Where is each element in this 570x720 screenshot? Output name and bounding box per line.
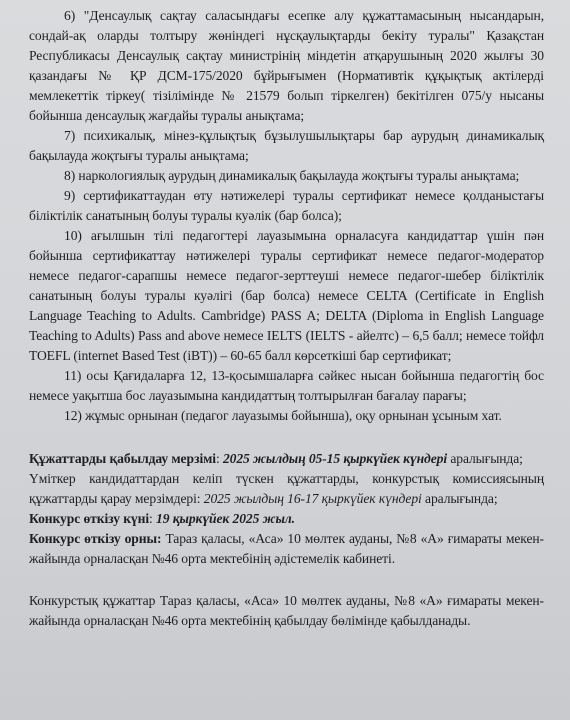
document-body (29, 6, 544, 631)
contest-place (29, 529, 544, 569)
contest-day (29, 509, 544, 529)
review-period (29, 469, 544, 509)
final-note: Конкурстық құжаттар Тараз қаласы, «Аса» 10 мөлтек ауданы, №8 «А» ғимараты мекен-жайында орналасқан №46 орта мектебінің қабылдау бөлімінде қабылданады. (29, 593, 544, 628)
acceptance-tail: аралығында; (447, 451, 523, 466)
contest-place-text: Тараз қаласы, «Аса» 10 мөлтек ауданы, №8 «А» ғимараты мекен-жайында орналасқан №46 орта мектебінің әдістемелік кабинеті. (29, 531, 544, 566)
list-item-12: 12) жұмыс орнынан (педагог лауазымы бойынша), оқу орнынан ұсыным хат. (64, 408, 502, 423)
contest-day-label: Конкурс өткізу күні (29, 511, 150, 526)
list-item-10: 10) ағылшын тілі педагогтері лауазымына орналасуға кандидаттар үшін пән бойынша сертификаттау нәтижелері туралы сертификат немесе педагог-модератор немесе педагог-сарапшы немесе педагог-зерттеуші немесе педагог-шебер біліктілік санатының болуы туралы куәлігі (бар болса) немесе CELTA (Certificate in English Language Teaching to Adults. Cambridge) PASS A; DELTA (Diploma in English Language Teaching to Adults) Pass and above немесе IELTS (IELTS - айелтс) – 6,5 балл; немесе тойфл TOEFL (internet Based Test (iBT)) – 60-65 балл көрсеткіші бар сертификат; (29, 228, 544, 363)
list-item-8: 8) наркологиялық аурудың динамикалық бақылауда жоқтығы туралы анықтама; (64, 168, 520, 183)
acceptance-dates: 2025 жылдың 05-15 қыркүйек күндері (222, 451, 448, 466)
list-item-9: 9) сертификаттаудан өту нәтижелері туралы сертификат немесе қолданыстағы біліктілік санатының болуы туралы куәлік (бар болса); (29, 188, 544, 223)
list-item-6: 6) "Денсаулық сақтау саласындағы есепке алу құжаттамасының нысандарын, сондай-ақ оларды толтыру жөніндегі нұсқаулықтарды бекіту туралы" Қазақстан Республикасы Денсаулық сақтау министрінің міндетін атқарушының 2020 жылғы 30 қазандағы № ҚР ДСМ-175/2020 бұйрығымен (Нормативтік құқықтық актілерді мемлекеттік тіркеу( тізілімінде № 21579 болып тіркелген) бекітілген 075/у нысаны бойынша денсаулық жағдайы туралы анықтама; (29, 8, 544, 123)
spacer (29, 426, 544, 449)
spacer (29, 569, 544, 591)
contest-day-value: 19 қыркүйек 2025 жыл. (156, 511, 295, 526)
contest-day-colon: : (149, 511, 157, 526)
acceptance-colon: : (215, 451, 223, 466)
review-text: Үміткер кандидаттардан келіп түскен құжаттарды, конкурстық комиссиясының құжаттарды қарау мерзімдері: (29, 471, 544, 506)
list-item-11: 11) осы Қағидаларға 12, 13-қосымшаларға сәйкес нысан бойынша педагогтің бос немесе уақытша бос лауазымына кандидаттың толтырылған бағалау парағы; (29, 368, 544, 403)
acceptance-period (29, 449, 544, 469)
acceptance-label: Құжаттарды қабылдау мерзімі (29, 451, 216, 466)
review-dates: 2025 жылдың 16-17 қыркүйек күндері (203, 491, 422, 506)
review-tail: аралығында; (421, 491, 498, 506)
list-item-7: 7) психикалық, мінез-құлықтық бұзылушылықтары бар аурудың динамикалық бақылауда жоқтығы туралы анықтама; (29, 128, 544, 163)
contest-place-label: Конкурс өткізу орны: (29, 531, 162, 546)
deadlines-section (29, 449, 544, 631)
